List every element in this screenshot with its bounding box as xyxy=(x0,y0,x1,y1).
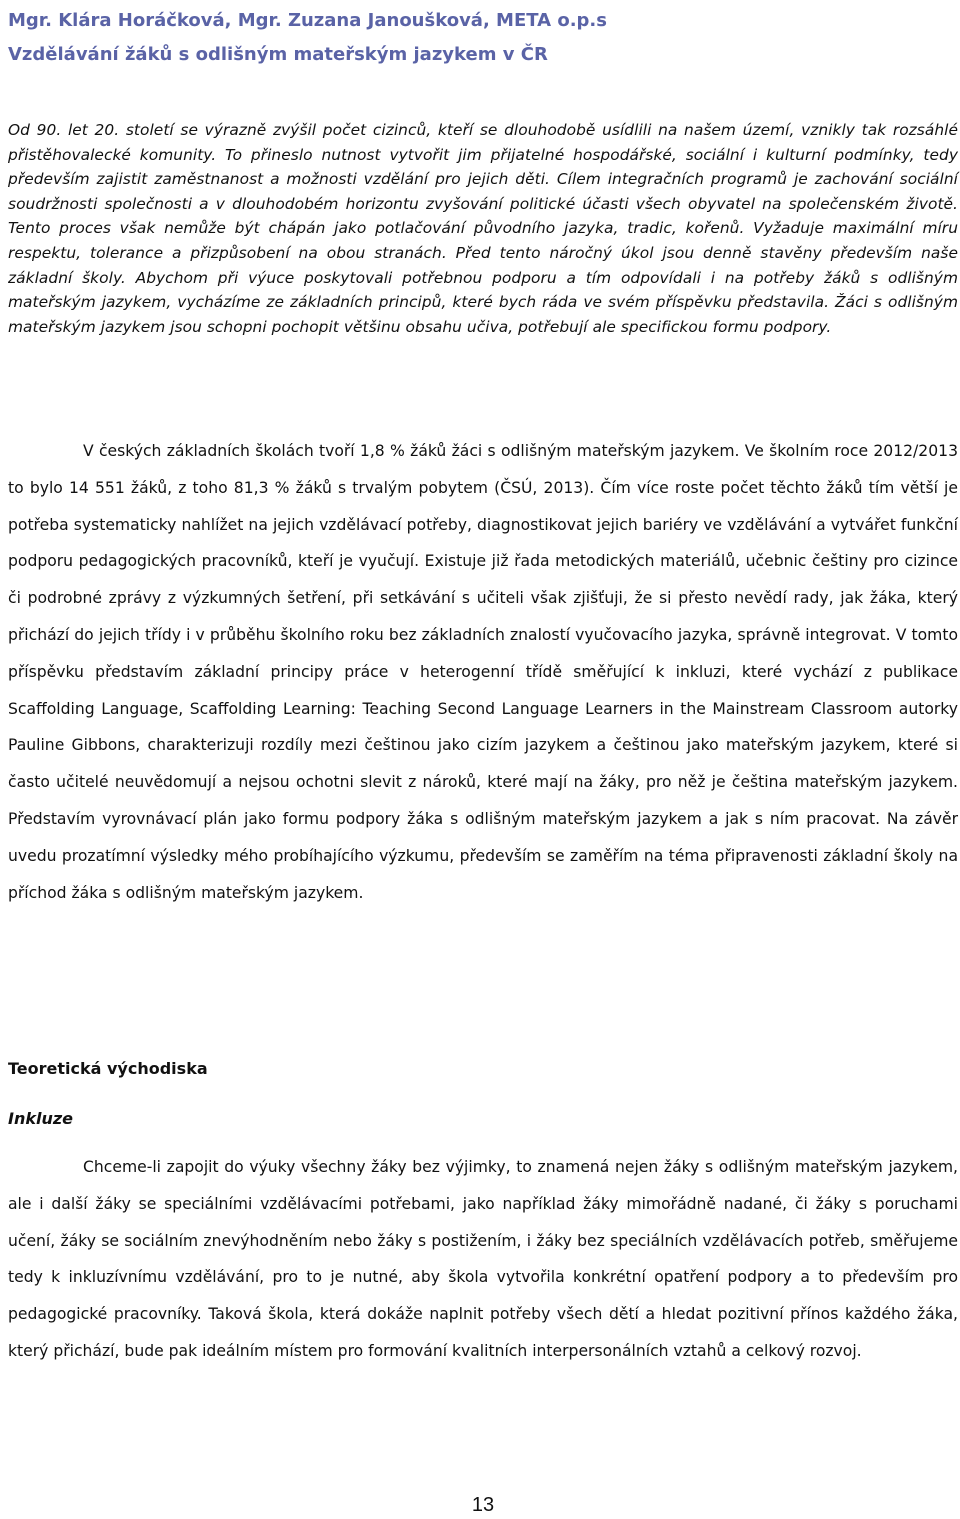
inclusion-paragraph: Chceme-li zapojit do výuky všechny žáky bez výjimky, to znamená nejen žáky s odlišným mateřským jazykem, ale i další žáky se speciálními vzdělávacími potřebami, jako například žáky mimořádně nadané, či žáky s poruchami učení, žáky se sociálním znevýhodněním nebo žáky s postižením, i žáky bez speciálních vzdělávacích potřeb, směřujeme tedy k inkluzívnímu vzdělávání, pro to je nutné, aby škola vytvořila konkrétní opatření podpory a to především pro pedagogické pracovníky. Taková škola, která dokáže naplnit potřeby všech dětí a hledat pozitivní přínos každého žáka, který přichází, bude pak ideálním místem pro formování kvalitních interpersonálních vztahů a celkový rozvoj. xyxy=(8,1158,958,1360)
subsection-heading: Inkluze xyxy=(8,1109,74,1128)
running-header xyxy=(8,4,952,72)
abstract-paragraph: Od 90. let 20. století se výrazně zvýšil počet cizinců, kteří se dlouhodobě usídlili na našem území, vznikly tak rozsáhlé přistěhovalecké komunity. To přineslo nutnost vytvořit jim přijatelné hospodářské, sociální i kulturní podmínky, tedy především zajistit zaměstnanost a možnosti vzdělání pro jejich děti. Cílem integračních programů je zachování sociální soudržnosti společnosti a v dlouhodobém horizontu zvyšování politické účasti všech obyvatel na společenském životě. Tento proces však nemůže být chápán jako potlačování původního jazyka, tradic, kořenů. Vyžaduje maximální míru respektu, tolerance a přizpůsobení na obou stranách. Před tento náročný úkol jsou denně stavěny především naše základní školy. Abychom při výuce poskytovali potřebnou podporu a tím odpovídali i na potřeby žáků s odlišným mateřským jazykem, vycházíme ze základních principů, které bych ráda ve svém příspěvku představila. Žáci s odlišným mateřským jazykem jsou schopni pochopit většinu obsahu učiva, potřebují ale specifickou formu podpory. xyxy=(8,121,958,336)
header-title: Vzdělávání žáků s odlišným mateřským jazykem v ČR xyxy=(8,44,548,65)
section-heading: Teoretická východiska xyxy=(8,1059,208,1078)
page-number: 13 xyxy=(471,1494,495,1516)
intro-paragraph: V českých základních školách tvoří 1,8 % žáků žáci s odlišným mateřským jazykem. Ve školním roce 2012/2013 to bylo 14 551 žáků, z toho 81,3 % žáků s trvalým pobytem (ČSÚ, 2013). Čím více roste počet těchto žáků tím větší je potřeba systematicky nahlížet na jejich vzdělávací potřeby, diagnostikovat jejich bariéry ve vzdělávání a vytvářet funkční podporu pedagogických pracovníků, kteří je vyučují. Existuje již řada metodických materiálů, učebnic češtiny pro cizince či podrobné zprávy z výzkumných šetření, při setkávání s učiteli však zjišťuji, že si přesto nevědí rady, jak žáka, který přichází do jejich třídy i v průběhu školního roku bez základních znalostí vyučovacího jazyka, správně integrovat. V tomto příspěvku představím základní principy práce v heterogenní třídě směřující k inkluzi, které vychází z publikace Scaffolding Language, Scaffolding Learning: Teaching Second Language Learners in the Mainstream Classroom autorky Pauline Gibbons, charakterizuji rozdíly mezi češtinou jako cizím jazykem a češtinou jako mateřským jazykem, které si často učitelé neuvědomují a nejsou ochotni slevit z nároků, které mají na žáky, pro něž je čeština mateřským jazykem. Představím vyrovnávací plán jako formu podpory žáka s odlišným mateřským jazykem a jak s ním pracovat. Na závěr uvedu prozatímní výsledky mého probíhajícího výzkumu, především se zaměřím na téma připravenosti základní školy na příchod žáka s odlišným mateřským jazykem. xyxy=(8,442,958,902)
header-authors: Mgr. Klára Horáčková, Mgr. Zuzana Janoušková, META o.p.s xyxy=(8,10,607,31)
